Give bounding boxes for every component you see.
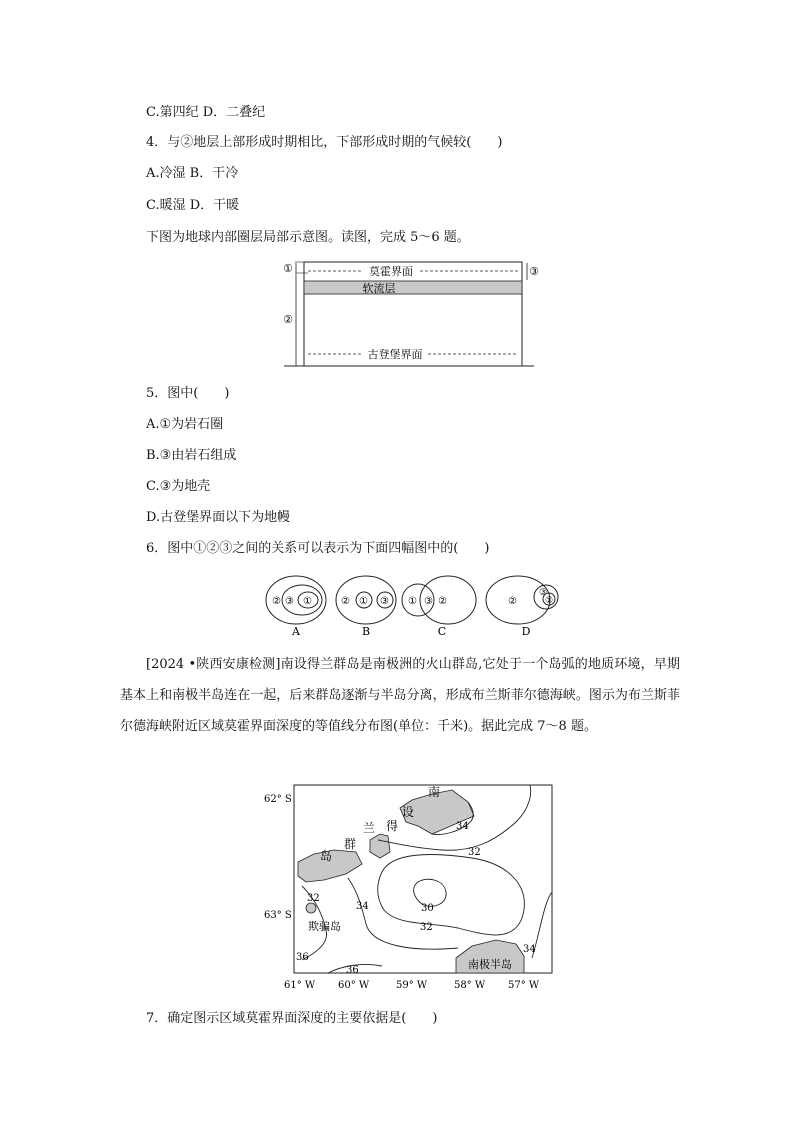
svg-text:③: ③: [539, 588, 548, 598]
q4-options-cd: C.暖湿 D．干暖: [146, 198, 240, 213]
option-b-diagram: [336, 576, 396, 638]
contour-label: 36: [346, 965, 359, 976]
svg-text:②: ②: [341, 596, 350, 607]
marker-3: ③: [529, 265, 539, 278]
moho-depth-map: [262, 782, 562, 992]
option-d-diagram: [486, 576, 558, 638]
map-name-char: 设: [402, 805, 415, 819]
earth-layers-diagram: [276, 256, 546, 372]
svg-text:②: ②: [508, 596, 517, 607]
set-relation-diagrams: [260, 573, 570, 641]
q5-option-d: D.古登堡界面以下为地幔: [146, 510, 291, 525]
contour-label: 34: [523, 944, 536, 955]
q6-stem: 6．图中①②③之间的关系可以表示为下面四幅图中的( ): [146, 541, 490, 556]
svg-text:①: ①: [545, 596, 554, 606]
svg-text:②: ②: [438, 596, 447, 607]
svg-text:①: ①: [359, 596, 368, 607]
svg-text:①: ①: [408, 596, 417, 607]
contour-label: 34: [356, 901, 369, 912]
intro-7-8: [2024 •陕西安康检测]南设得兰群岛是南极洲的火山群岛,它处于一个岛弧的地质环境，早期基本上和南极半岛连在一起，后来群岛逐渐与半岛分离，形成布兰斯菲尔德海峡。图示为布兰斯菲尔德海峡附近区域莫霍界面深度的等值线分布图(单位：千米)。据此完成 7～8 题。: [120, 657, 680, 734]
option-b-label: B: [361, 625, 371, 638]
svg-text:②: ②: [272, 596, 281, 607]
gutenberg-label: 古登堡界面: [367, 348, 423, 361]
contour-label: 36: [296, 952, 309, 963]
contour-label: 32: [468, 847, 481, 858]
lon-label: 57° W: [508, 980, 540, 991]
option-d-label: D: [521, 625, 531, 638]
marker-2: ②: [283, 313, 293, 326]
map-name-char: 南: [428, 785, 441, 799]
q7-stem: 7．确定图示区域莫霍界面深度的主要依据是( ): [146, 1011, 438, 1026]
q5-option-a: A.①为岩石圈: [146, 417, 224, 432]
q4-stem: 4．与②地层上部形成时期相比，下部形成时期的气候较( ): [146, 135, 503, 150]
map-name-char: 岛: [320, 849, 333, 863]
contour-label: 32: [420, 922, 433, 933]
contour-label: 30: [421, 903, 434, 914]
option-c-label: C: [437, 625, 447, 638]
lat-label-63: 63° S: [264, 910, 292, 921]
lon-label: 61° W: [284, 980, 316, 991]
option-a-label: A: [292, 625, 300, 638]
contour-label: 34: [456, 821, 469, 832]
svg-text:③: ③: [285, 596, 294, 607]
q5-option-c: C.③为地壳: [146, 479, 211, 494]
q5-stem: 5．图中( ): [146, 386, 230, 401]
map-name-char: 得: [386, 819, 399, 833]
map-name-char: 群: [344, 837, 357, 851]
map-name-char: 兰: [363, 821, 376, 835]
lon-label: 59° W: [396, 980, 428, 991]
lon-label: 58° W: [454, 980, 486, 991]
contour-label: 32: [307, 893, 320, 904]
lat-label-62: 62° S: [264, 794, 292, 805]
asthenosphere-label: 软流层: [362, 282, 396, 295]
deception-island-label: 欺骗岛: [308, 920, 341, 933]
q4-options-ab: A.冷湿 B．干冷: [146, 166, 239, 181]
marker-1: ①: [283, 262, 293, 275]
lon-label: 60° W: [338, 980, 370, 991]
intro-5-6: 下图为地球内部圈层局部示意图。读图，完成 5～6 题。: [146, 230, 470, 245]
option-c-diagram: [402, 576, 476, 638]
q3-options-cd: C.第四纪 D．二叠纪: [146, 105, 266, 120]
q5-option-b: B.③由岩石组成: [146, 448, 237, 463]
option-a-diagram: [266, 576, 326, 638]
svg-text:①: ①: [303, 596, 312, 607]
svg-text:③: ③: [424, 596, 433, 607]
moho-label: 莫霍界面: [369, 265, 413, 278]
antarctic-peninsula-label: 南极半岛: [468, 958, 512, 971]
svg-text:③: ③: [380, 596, 389, 607]
